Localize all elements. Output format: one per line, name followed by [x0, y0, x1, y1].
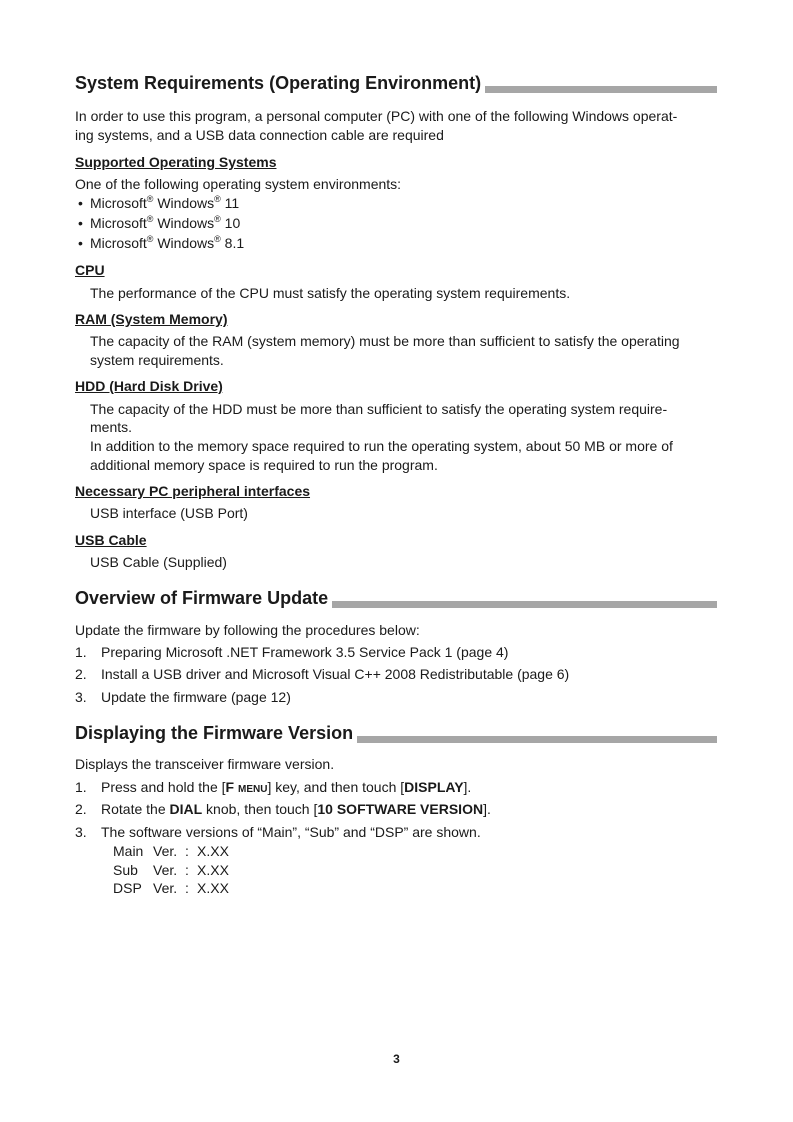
list-item: 3. The software versions of “Main”, “Sub” and “DSP” are shown.	[75, 824, 481, 840]
version-row: Main Ver. : X.XX	[113, 843, 229, 859]
system-intro-line-1: In order to use this program, a personal computer (PC) with one of the following Windows operat-	[75, 108, 678, 124]
os-item: • Microsoft® Windows® 11	[78, 194, 240, 211]
section-title-system-requirements	[75, 72, 717, 94]
hdd-text-line-3: In addition to the memory space required to run the operating system, about 50 MB or more of	[90, 438, 673, 454]
page-number: 3	[393, 1052, 400, 1066]
os-intro: One of the following operating system environments:	[75, 176, 402, 192]
cpu-text: The performance of the CPU must satisfy the operating system requirements.	[90, 285, 571, 301]
interfaces-text: USB interface (USB Port)	[90, 505, 248, 521]
list-item: 1. Preparing Microsoft .NET Framework 3.5 Service Pack 1 (page 4)	[75, 644, 509, 660]
subheading-ram: RAM (System Memory)	[75, 311, 228, 327]
hdd-text-line-1: The capacity of the HDD must be more than sufficient to satisfy the operating system require-	[90, 401, 668, 417]
list-item: 2. Rotate the DIAL knob, then touch [10 SOFTWARE VERSION].	[75, 801, 491, 817]
usb-cable-text: USB Cable (Supplied)	[90, 554, 227, 570]
section-title-overview	[75, 587, 717, 609]
version-row: Sub Ver. : X.XX	[113, 862, 229, 878]
section-title-display-version	[75, 722, 717, 744]
hdd-text-line-2: ments.	[90, 419, 133, 435]
ram-text-line-2: system requirements.	[90, 352, 224, 368]
subheading-usb-cable: USB Cable	[75, 532, 147, 548]
list-item: 2. Install a USB driver and Microsoft Visual C++ 2008 Redistributable (page 6)	[75, 666, 570, 682]
display-intro: Displays the transceiver firmware version.	[75, 756, 335, 772]
section-title-text: System Requirements (Operating Environment)	[75, 72, 485, 94]
list-item: 3. Update the firmware (page 12)	[75, 689, 291, 705]
version-row: DSP Ver. : X.XX	[113, 880, 229, 896]
list-item: 1. Press and hold the [F MENU] key, and then touch [DISPLAY].	[75, 779, 472, 795]
section-title-text: Displaying the Firmware Version	[75, 722, 357, 744]
ram-text-line-1: The capacity of the RAM (system memory) must be more than sufficient to satisfy the operating	[90, 333, 680, 349]
hdd-text-line-4: additional memory space is required to run the program.	[90, 457, 438, 473]
subheading-interfaces: Necessary PC peripheral interfaces	[75, 483, 311, 499]
overview-intro: Update the firmware by following the procedures below:	[75, 622, 420, 638]
subheading-supported-os: Supported Operating Systems	[75, 154, 277, 170]
os-item: • Microsoft® Windows® 10	[78, 214, 241, 231]
os-item: • Microsoft® Windows® 8.1	[78, 234, 245, 251]
system-intro-line-2: ing systems, and a USB data connection cable are required	[75, 127, 444, 143]
section-title-text: Overview of Firmware Update	[75, 587, 332, 609]
subheading-hdd: HDD (Hard Disk Drive)	[75, 378, 223, 394]
subheading-cpu: CPU	[75, 262, 105, 278]
